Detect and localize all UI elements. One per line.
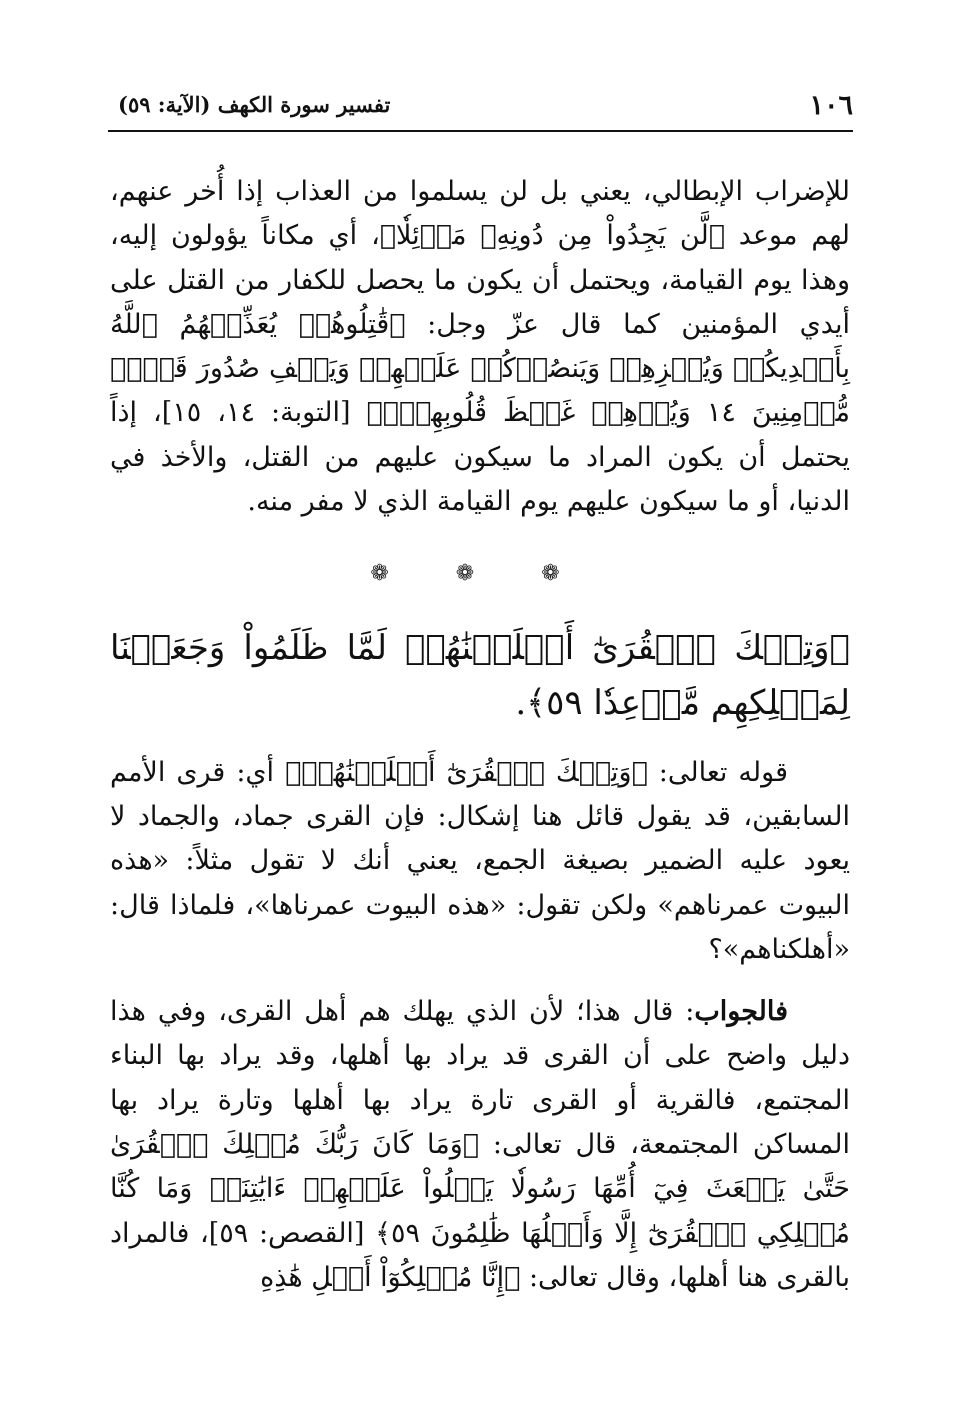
paragraph-1: للإضراب الإبطالي، يعني بل لن يسلموا من العذاب إذا أُخر عنهم، لهم موعد ﴿لَّن يَجِدُواْ مِن دُونِهِۦ مَوۡئِلٗا﴾، أي مكاناً يؤولون إليه، وهذا يوم القيامة، ويحتمل أن يكون ما يحصل للكفار من القتل على أيدي المؤمنين كما قال عزّ وجل: ﴿قَٰتِلُوهُمۡ يُعَذِّبۡهُمُ ٱللَّهُ بِأَيۡدِيكُمۡ وَيُخۡزِهِمۡ وَيَنصُرۡكُمۡ عَلَيۡهِمۡ وَيَشۡفِ صُدُورَ قَوۡمٖ مُّؤۡمِنِينَ ١٤ وَيُذۡهِبۡ غَيۡظَ قُلُوبِهِمۡۗ﴾ [التوبة: ١٤، ١٥]، إذاً يحتمل أن يكون المراد ما سيكون عليهم من القتل، والأخذ في الدنيا، أو ما سيكون عليهم يوم القيامة الذي لا مفر منه. xyxy=(110,176,851,518)
paragraph-2: قوله تعالى: ﴿وَتِلۡكَ ٱلۡقُرَىٰٓ أَهۡلَكۡنَٰهُمۡ﴾ أي: قرى الأمم السابقين، قد يقول قائل هنا إشكال: فإن القرى جماد، والجماد لا يعود عليه الضمير بصيغة الجمع، يعني أنك لا تقول مثلاً: «هذه البيوت عمرناهم» ولكن تقول: «هذه البيوت عمرناها»، فلماذا قال: «أهلكناهم»؟ xyxy=(110,756,850,965)
paragraph-3-text: : قال هذا؛ لأن الذي يهلك هم أهل القرى، وفي هذا دليل واضح على أن القرى قد يراد بها أهلها، وقد يراد بها البناء المجتمع، فالقرية أو القرى تارة يراد بها أهلها وتارة يراد بها المساكن المجتمعة، قال تعالى: ﴿وَمَا كَانَ رَبُّكَ مُهۡلِكَ ٱلۡقُرَىٰ حَتَّىٰ يَبۡعَثَ فِيٓ أُمِّهَا رَسُولٗا يَتۡلُواْ عَلَيۡهِمۡ ءَايَٰتِنَاۚ وَمَا كُنَّا مُهۡلِكِي ٱلۡقُرَىٰٓ إِلَّا وَأَهۡلُهَا ظَٰلِمُونَ ٥٩﴾ [القصص: ٥٩]، فالمراد بالقرى هنا أهلها، وقال تعالى: ﴿إِنَّا مُهۡلِكُوٓاْ أَهۡلِ هَٰذِهِ xyxy=(110,996,851,1293)
running-title: تفسير سورة الكهف (الآية: ٥٩) xyxy=(118,92,391,117)
page-number: ١٠٦ xyxy=(809,90,853,121)
main-verse: ﴿وَتِلۡكَ ٱلۡقُرَىٰٓ أَهۡلَكۡنَٰهُمۡ لَمَّا ظَلَمُواْ وَجَعَلۡنَا لِمَهۡلِكِهِم مَّوۡعِدٗا ٥٩﴾. xyxy=(110,627,850,723)
paragraph-3 xyxy=(110,990,850,1300)
answer-lead: فالجواب xyxy=(694,996,788,1028)
page-header xyxy=(108,86,853,132)
section-divider: ❁ ❁ ❁ xyxy=(370,561,590,587)
page-body xyxy=(110,170,850,1300)
